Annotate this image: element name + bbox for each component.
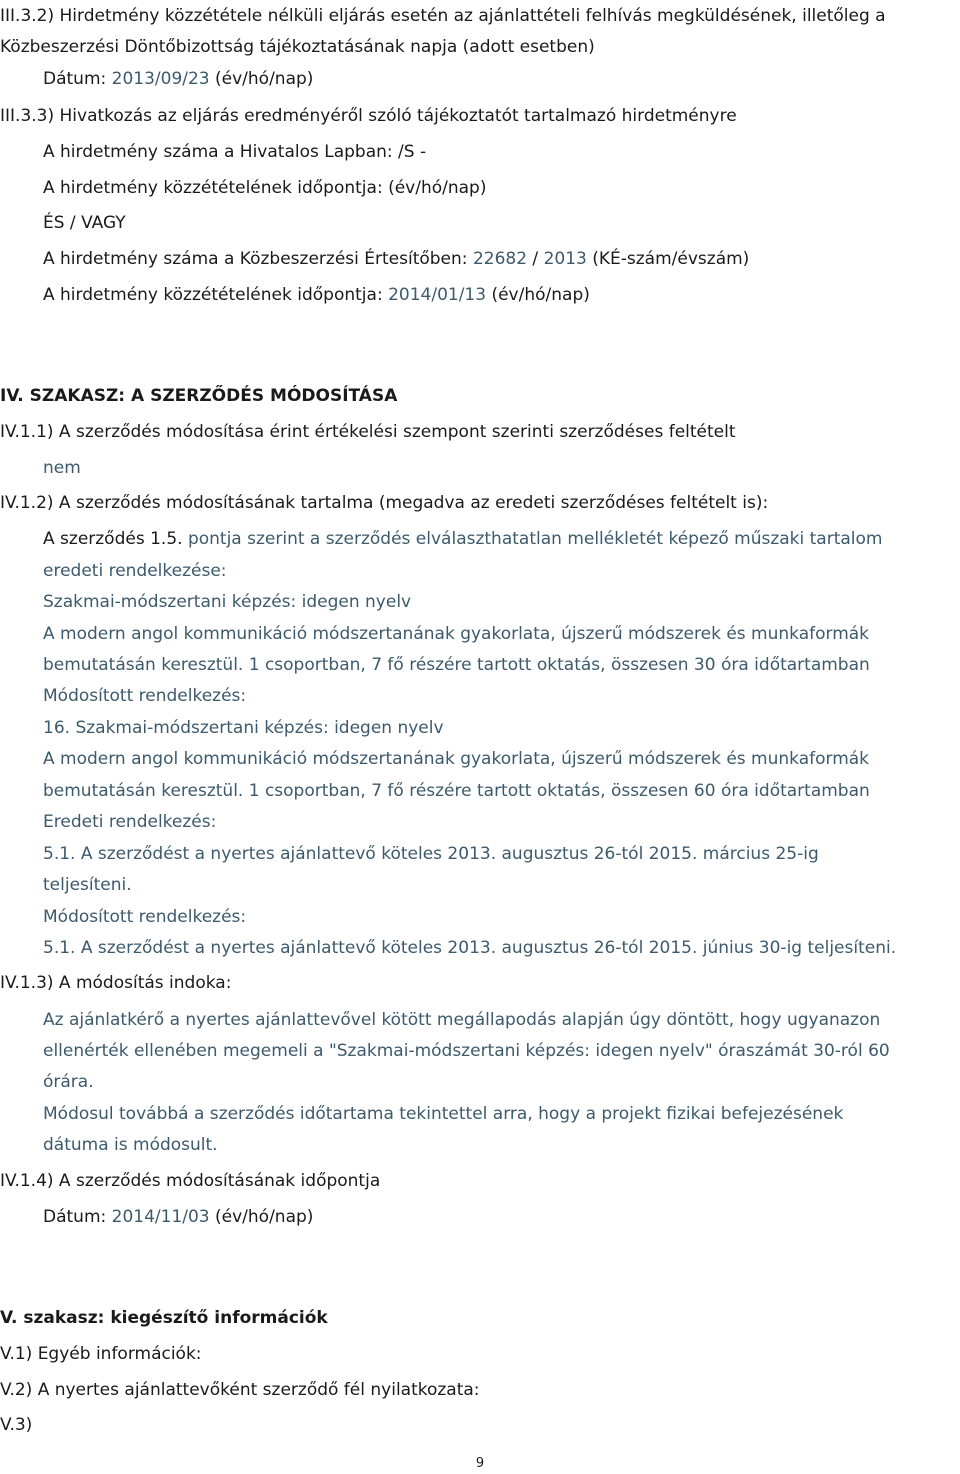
and-or-line: ÉS / VAGY bbox=[43, 213, 126, 233]
answer-4-1-1: nem bbox=[43, 458, 81, 478]
ke-number: 22682 bbox=[472, 249, 528, 269]
item-5-3: V.3) bbox=[0, 1415, 33, 1435]
item-5-1: V.1) Egyéb információk: bbox=[0, 1344, 202, 1364]
date-format: (év/hó/nap) bbox=[209, 69, 314, 89]
ke-separator: / bbox=[527, 249, 544, 269]
section-3-3-3-heading: III.3.3) Hivatkozás az eljárás eredményéről szóló tájékoztatót tartalmazó hirdetményre bbox=[0, 106, 737, 126]
content-line-8: A modern angol kommunikáció módszertanának gyakorlata, újszerű módszerek és munkaformák bbox=[43, 749, 870, 769]
modification-date-line bbox=[43, 1206, 313, 1228]
content-line-2: eredeti rendelkezése: bbox=[43, 561, 227, 581]
publication-date-label: A hirdetmény közzétételének időpontja: bbox=[43, 285, 389, 305]
ke-format: (KÉ-szám/évszám) bbox=[586, 249, 750, 269]
section-5-title: V. szakasz: kiegészítő információk bbox=[0, 1308, 328, 1328]
question-4-1-4: IV.1.4) A szerződés módosításának időpontja bbox=[0, 1171, 381, 1191]
content-line-3: Szakmai-módszertani képzés: idegen nyelv bbox=[43, 592, 412, 612]
content-line-9: bemutatásán keresztül. 1 csoportban, 7 fő részére tartott oktatás, összesen 60 óra időtartamban bbox=[43, 781, 870, 801]
content-line-1 bbox=[43, 528, 882, 550]
content-line-1-prefix: A szerződés 1.5. bbox=[43, 529, 183, 549]
item-5-2: V.2) A nyertes ajánlattevőként szerződő fél nyilatkozata: bbox=[0, 1380, 480, 1400]
ke-number-line bbox=[43, 248, 749, 270]
publication-date-value: 2014/01/13 bbox=[388, 285, 487, 305]
reason-line-4: Módosul továbbá a szerződés időtartama tekintettel arra, hogy a projekt fizikai befejezésének bbox=[43, 1104, 844, 1124]
reason-line-3: órára. bbox=[43, 1072, 94, 1092]
question-4-1-1: IV.1.1) A szerződés módosítása érint értékelési szempont szerinti szerződéses feltételt bbox=[0, 422, 736, 442]
content-line-10: Eredeti rendelkezés: bbox=[43, 812, 217, 832]
content-line-13: Módosított rendelkezés: bbox=[43, 907, 247, 927]
date-label: Dátum: bbox=[43, 69, 112, 89]
publication-date-format: (év/hó/nap) bbox=[486, 285, 590, 305]
content-line-6: Módosított rendelkezés: bbox=[43, 686, 247, 706]
reason-line-2: ellenérték ellenében megemeli a "Szakmai-módszertani képzés: idegen nyelv" óraszámát 30-ról 60 bbox=[43, 1041, 890, 1061]
ojeu-number-line: A hirdetmény száma a Hivatalos Lapban: /S - bbox=[43, 142, 427, 162]
modification-date-value: 2014/11/03 bbox=[111, 1207, 210, 1227]
content-line-14: 5.1. A szerződést a nyertes ajánlattevő köteles 2013. augusztus 26-tól 2015. június 30-ig teljesíteni. bbox=[43, 938, 897, 958]
section-3-3-2-heading-line-1: III.3.2) Hirdetmény közzététele nélküli eljárás esetén az ajánlattételi felhívás megküldésének, illetőleg a bbox=[0, 6, 886, 26]
content-line-12: teljesíteni. bbox=[43, 875, 132, 895]
content-line-4: A modern angol kommunikáció módszertanának gyakorlata, újszerű módszerek és munkaformák bbox=[43, 624, 870, 644]
content-line-5: bemutatásán keresztül. 1 csoportban, 7 fő részére tartott oktatás, összesen 30 óra időtartamban bbox=[43, 655, 870, 675]
modification-date-format: (év/hó/nap) bbox=[209, 1207, 314, 1227]
question-4-1-2: IV.1.2) A szerződés módosításának tartalma (megadva az eredeti szerződéses feltételt is): bbox=[0, 493, 769, 513]
content-line-1-rest: pontja szerint a szerződés elválaszthatatlan mellékletét képező műszaki tartalom bbox=[182, 529, 883, 549]
content-line-11: 5.1. A szerződést a nyertes ajánlattevő köteles 2013. augusztus 26-tól 2015. március 25-ig bbox=[43, 844, 819, 864]
ke-year: 2013 bbox=[543, 249, 587, 269]
section-4-title: IV. SZAKASZ: A SZERZŐDÉS MÓDOSÍTÁSA bbox=[0, 386, 398, 406]
section-3-3-2-date-line bbox=[43, 68, 313, 90]
modification-date-label: Dátum: bbox=[43, 1207, 112, 1227]
ojeu-date-line: A hirdetmény közzétételének időpontja: (év/hó/nap) bbox=[43, 178, 487, 198]
reason-line-5: dátuma is módosult. bbox=[43, 1135, 218, 1155]
question-4-1-3: IV.1.3) A módosítás indoka: bbox=[0, 973, 232, 993]
publication-date-line bbox=[43, 284, 590, 306]
page-number: 9 bbox=[475, 1456, 485, 1471]
date-value: 2013/09/23 bbox=[111, 69, 210, 89]
reason-line-1: Az ajánlatkérő a nyertes ajánlattevővel kötött megállapodás alapján úgy döntött, hogy ugyanazon bbox=[43, 1010, 881, 1030]
section-3-3-2-heading-line-2: Közbeszerzési Döntőbizottság tájékoztatásának napja (adott esetben) bbox=[0, 37, 595, 57]
ke-label: A hirdetmény száma a Közbeszerzési Értesítőben: bbox=[43, 249, 473, 269]
content-line-7: 16. Szakmai-módszertani képzés: idegen nyelv bbox=[43, 718, 444, 738]
